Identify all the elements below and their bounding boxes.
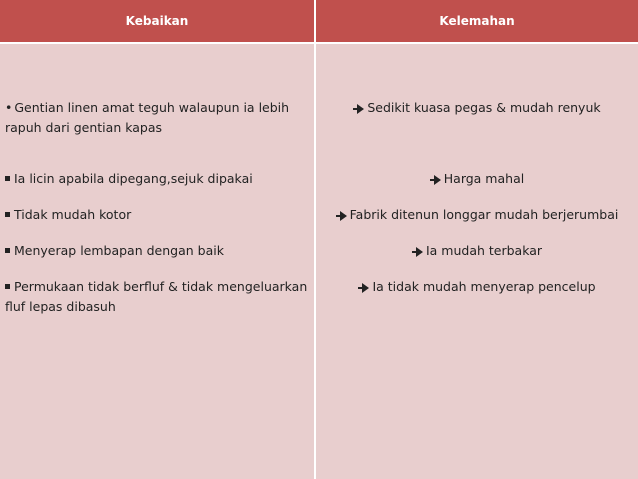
kelemahan-item-text: Fabrik ditenun longgar mudah berjerumbai (349, 207, 619, 222)
kelemahan-item (316, 169, 638, 189)
kebaikan-item-text: Permukaan tidak berfluf & tidak mengeluarkan fluf lepas dibasuh (5, 279, 308, 314)
kebaikan-item-text: Tidak mudah kotor (14, 207, 132, 222)
kelemahan-item-text: Harga mahal (443, 171, 525, 186)
kebaikan-item (5, 241, 308, 261)
header-kebaikan (0, 0, 314, 42)
kelemahan-item (316, 241, 638, 261)
kebaikan-cell (0, 44, 314, 479)
kebaikan-item-text: Ia licin apabila dipegang,sejuk dipakai (14, 171, 253, 186)
check-arrow-icon (430, 175, 441, 185)
dot-bullet-icon: • (5, 100, 13, 115)
check-arrow-icon (353, 104, 364, 114)
kebaikan-item (5, 98, 308, 138)
check-arrow-icon (336, 211, 347, 221)
kelemahan-cell (316, 44, 638, 479)
kelemahan-item (316, 277, 638, 297)
kelemahan-item (316, 98, 638, 118)
kelemahan-item (316, 205, 638, 225)
header-kebaikan-label: Kebaikan (125, 14, 189, 28)
kebaikan-item-text: Menyerap lembapan dengan baik (14, 243, 224, 258)
check-arrow-icon (358, 283, 369, 293)
kebaikan-item-text: Gentian linen amat teguh walaupun ia lebih rapuh dari gentian kapas (5, 100, 290, 135)
check-arrow-icon (412, 247, 423, 257)
square-bullet-icon (5, 212, 10, 217)
kelemahan-item-text: Sedikit kuasa pegas & mudah renyuk (367, 100, 601, 115)
header-kelemahan-label: Kelemahan (439, 14, 515, 28)
square-bullet-icon (5, 176, 10, 181)
kebaikan-item (5, 169, 308, 189)
kebaikan-item (5, 205, 308, 225)
kelemahan-item-text: Ia tidak mudah menyerap pencelup (372, 279, 596, 294)
kelemahan-item-text: Ia mudah terbakar (425, 243, 543, 258)
square-bullet-icon (5, 284, 10, 289)
square-bullet-icon (5, 248, 10, 253)
header-kelemahan (316, 0, 638, 42)
kebaikan-item (5, 277, 308, 317)
